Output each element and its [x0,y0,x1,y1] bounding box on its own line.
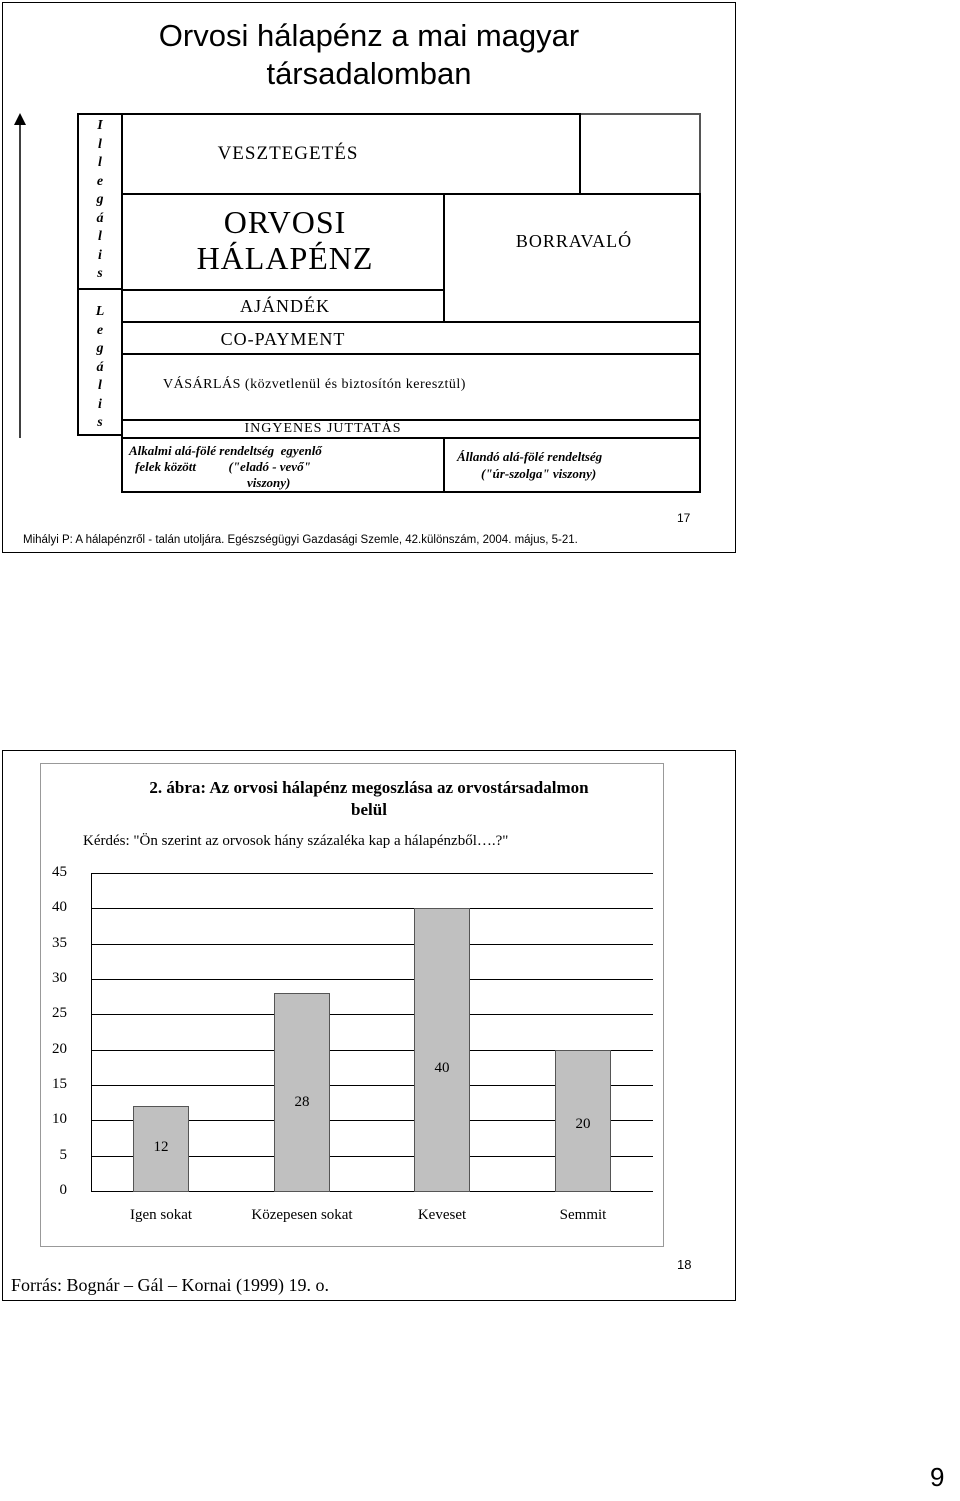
alkalmi-line-1: Alkalmi alá-fölé rendeltség egyenlő [129,443,322,458]
document-page-number: 9 [930,1462,945,1492]
y-tick-label: 45 [52,864,67,880]
y-tick-label: 10 [52,1111,67,1127]
vasarlas-box [121,353,701,421]
chart-source: Forrás: Bognár – Gál – Kornai (1999) 19. o. [11,1275,329,1295]
y-tick-label: 0 [59,1182,67,1198]
gridline [91,979,653,980]
ingyenes-box [121,419,701,439]
ajandek-label: AJÁNDÉK [240,296,330,316]
data-label: 20 [575,1116,591,1132]
illegalis-label [90,117,110,284]
axis_legalis-letter: e [96,322,104,338]
chart-title-line-1: 2. ábra: Az orvosi hálapénz megoszlása az orvostársadalmon [149,778,589,797]
axis_illegalis-letter: s [97,266,103,281]
axis_illegalis-letter: i [98,247,102,263]
x-tick-label: Semmit [559,1207,607,1223]
axis_legalis-letter: L [95,304,105,319]
x-tick-label: Igen sokat [129,1207,193,1223]
axis_illegalis-letter: l [98,136,102,152]
y-tick-label: 5 [59,1147,67,1163]
gridline [91,873,653,874]
footnote: Mihályi P: A hálapénzről - talán utoljára. Egészségügyi Gazdasági Szemle, 42.különszám, 2004. május, 5-21. [23,534,578,546]
copayment-label: CO-PAYMENT [220,329,346,349]
axis_illegalis-letter: l [98,229,102,244]
borravalo-label: BORRAVALÓ [515,231,633,251]
x-tick-label: Közepesen sokat [251,1207,353,1223]
vesztegetes-label: VESZTEGETÉS [217,143,359,164]
legality-arrow-icon [11,113,31,438]
data-label: 40 [434,1060,450,1076]
halapenz-diagram [77,113,701,493]
gridline [91,908,653,909]
slide-title [3,17,735,93]
gridline [91,944,653,945]
data-label: 12 [153,1139,169,1155]
bar-keveset [414,908,470,1192]
axis_illegalis-letter: e [96,173,104,189]
slide-17 [2,2,736,553]
alkalmi-line-2: felek között ("eladó - vevő" [135,459,311,474]
axis_legalis-letter: l [98,378,102,393]
gridline [91,1014,653,1015]
page-number-17: 17 [677,511,691,525]
axis_illegalis-letter: l [98,155,102,170]
orvosi-halapenz-box [121,193,445,291]
axis_illegalis-letter: g [96,192,104,207]
axis_legalis-letter: g [96,341,104,356]
title-line-1: Orvosi hálapénz a mai magyar [158,18,580,53]
vasarlas-label: VÁSÁRLÁS (közvetlenül és biztosítón keresztül) [163,377,466,392]
y-tick-label: 40 [52,899,67,915]
vesztegetes-box [121,113,581,195]
chart-question: Kérdés: "Ön szerint az orvosok hány százaléka kap a hálapénzből….?" [83,833,509,849]
alkalmi-line-3: viszony) [247,475,291,490]
y-tick-label: 30 [52,970,67,986]
borravalo-box [443,193,701,323]
bar-közepesen-sokat [274,993,330,1192]
y-tick-label: 35 [52,935,67,951]
y-tick-label: 15 [52,1076,67,1092]
data-label: 28 [294,1094,310,1110]
axis_legalis-letter: i [98,396,102,412]
allando-line-1: Állandó alá-fölé rendeltség [457,449,603,464]
page-number-18: 18 [677,1257,692,1272]
axis_illegalis-letter: á [96,210,104,226]
ajandek-box [121,289,445,323]
orvosi-label: ORVOSI [223,204,347,240]
halapenz-label: HÁLAPÉNZ [196,240,374,276]
title-line-2: társadalomban [266,56,472,91]
bar-chart [3,751,735,1300]
y-axis-line [91,873,92,1191]
allando-line-2: ("úr-szolga" viszony) [481,466,597,481]
allando-box [443,437,701,493]
legalis-label [90,303,110,433]
axis_legalis-letter: á [96,359,104,375]
alkalmi-box [121,437,445,493]
y-tick-label: 20 [52,1041,67,1057]
copayment-box [121,321,701,355]
x-tick-label: Keveset [417,1207,467,1223]
ingyenes-label: INGYENES JUTTATÁS [244,421,402,436]
y-tick-label: 25 [52,1005,67,1021]
axis_legalis-letter: s [97,415,103,430]
slide-18 [2,750,736,1301]
axis_illegalis-letter: I [97,118,103,133]
chart-title-line-2: belül [351,800,387,819]
corner-box [579,113,701,195]
